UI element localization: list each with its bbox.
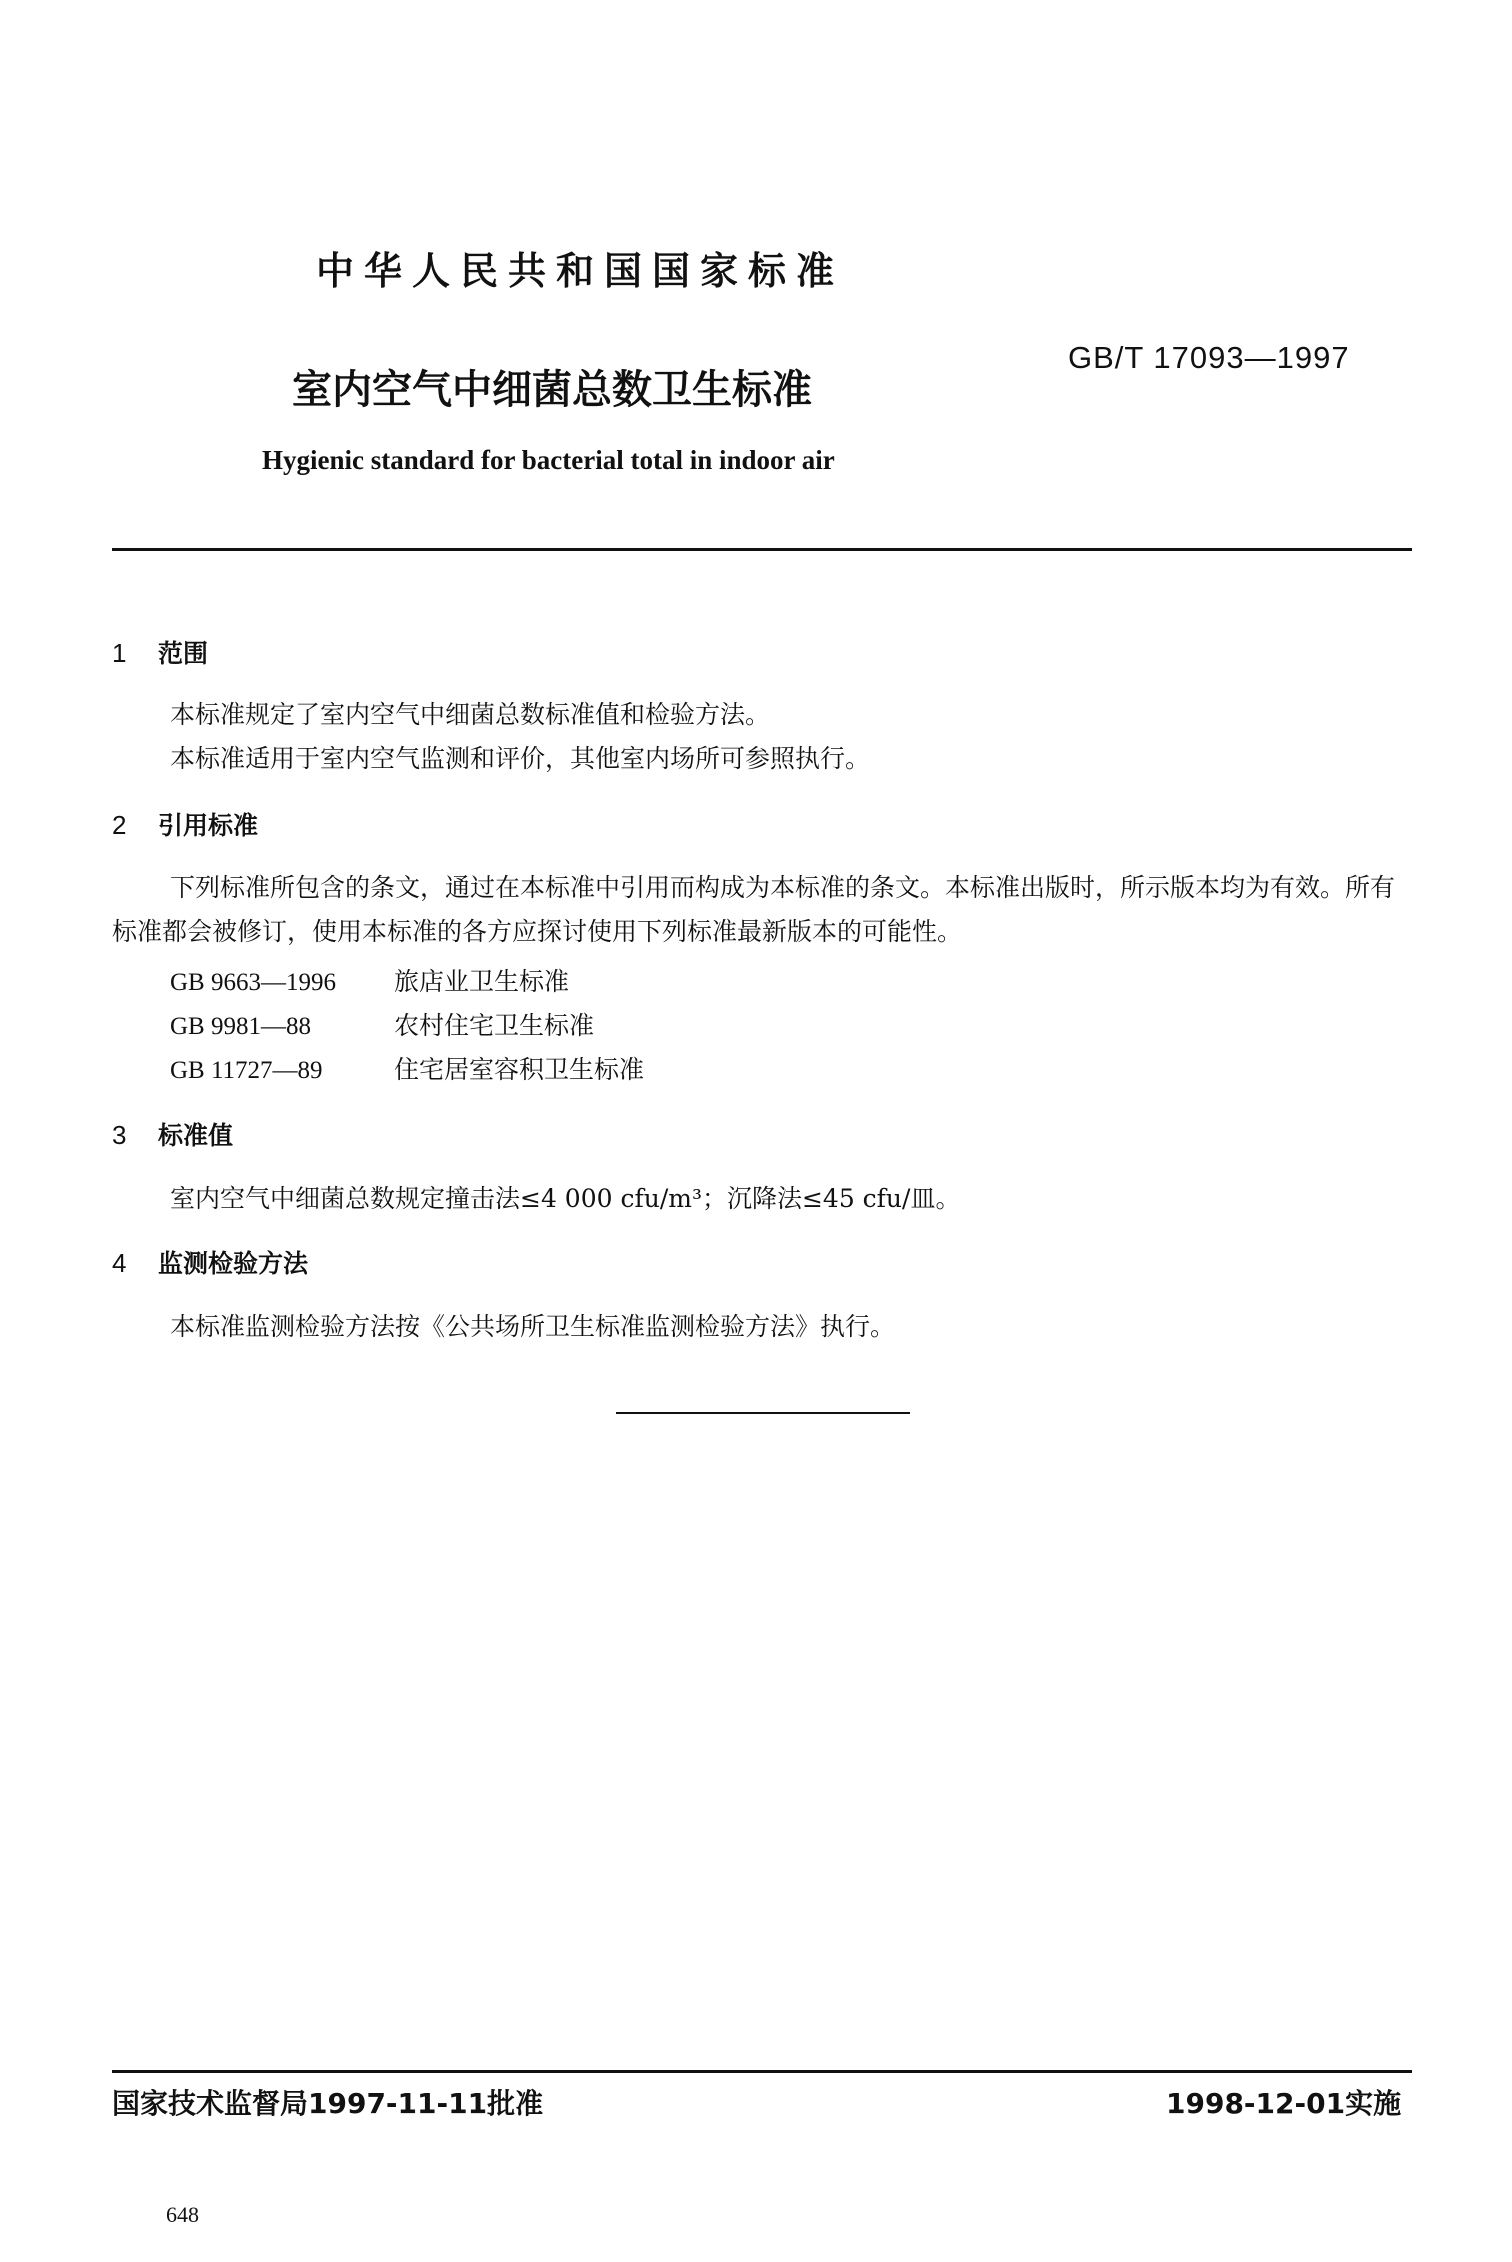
section-2-heading (112, 806, 258, 842)
reference-code: GB 9981—88 (170, 1013, 311, 1040)
section-3-heading (112, 1116, 233, 1152)
end-of-text-rule (616, 1412, 910, 1414)
section-4-line-1: 本标准监测检验方法按《公共场所卫生标准监测检验方法》执行。 (170, 1312, 896, 1341)
standard-title-en: Hygienic standard for bacterial total in indoor air (262, 445, 835, 475)
reference-name: 旅店业卫生标准 (394, 967, 570, 996)
section-heading-text: 引用标准 (158, 811, 259, 840)
implementation-date: 1998-12-01实施 (1166, 2087, 1402, 2120)
section-3-line-1: 室内空气中细菌总数规定撞击法≤4 000 cfu/m³；沉降法≤45 cfu/皿。 (170, 1184, 961, 1213)
country-standard-label: 中华人民共和国国家标准 (316, 249, 845, 293)
section-heading-text: 监测检验方法 (158, 1249, 309, 1278)
section-number: 2 (112, 810, 127, 840)
section-number: 1 (112, 638, 127, 668)
header-rule (112, 548, 1412, 551)
reference-row (170, 962, 569, 998)
section-1-line-1: 本标准规定了室内空气中细菌总数标准值和检验方法。 (170, 700, 771, 729)
standard-title-cn: 室内空气中细菌总数卫生标准 (292, 367, 812, 413)
section-heading-text: 范围 (158, 639, 209, 668)
approval-date: 国家技术监督局1997-11-11批准 (112, 2087, 544, 2120)
section-1-line-2: 本标准适用于室内空气监测和评价，其他室内场所可参照执行。 (170, 744, 871, 773)
section-4-heading (112, 1244, 308, 1280)
reference-name: 住宅居室容积卫生标准 (394, 1055, 645, 1084)
reference-row (170, 1006, 594, 1042)
section-number: 3 (112, 1120, 127, 1150)
reference-code: GB 9663—1996 (170, 969, 336, 996)
section-heading-text: 标准值 (158, 1121, 234, 1150)
section-1-heading (112, 634, 208, 670)
reference-code: GB 11727—89 (170, 1057, 323, 1084)
section-2-paragraph: 下列标准所包含的条文，通过在本标准中引用而构成为本标准的条文。本标准出版时，所示版本均为有效。所有标准都会被修订，使用本标准的各方应探讨使用下列标准最新版本的可能性。 (112, 873, 1396, 946)
standard-code: GB/T 17093—1997 (1068, 340, 1350, 375)
reference-name: 农村住宅卫生标准 (394, 1011, 595, 1040)
reference-row (170, 1050, 644, 1086)
section-number: 4 (112, 1248, 127, 1278)
footer-rule (112, 2070, 1412, 2073)
page-number: 648 (166, 2202, 199, 2227)
